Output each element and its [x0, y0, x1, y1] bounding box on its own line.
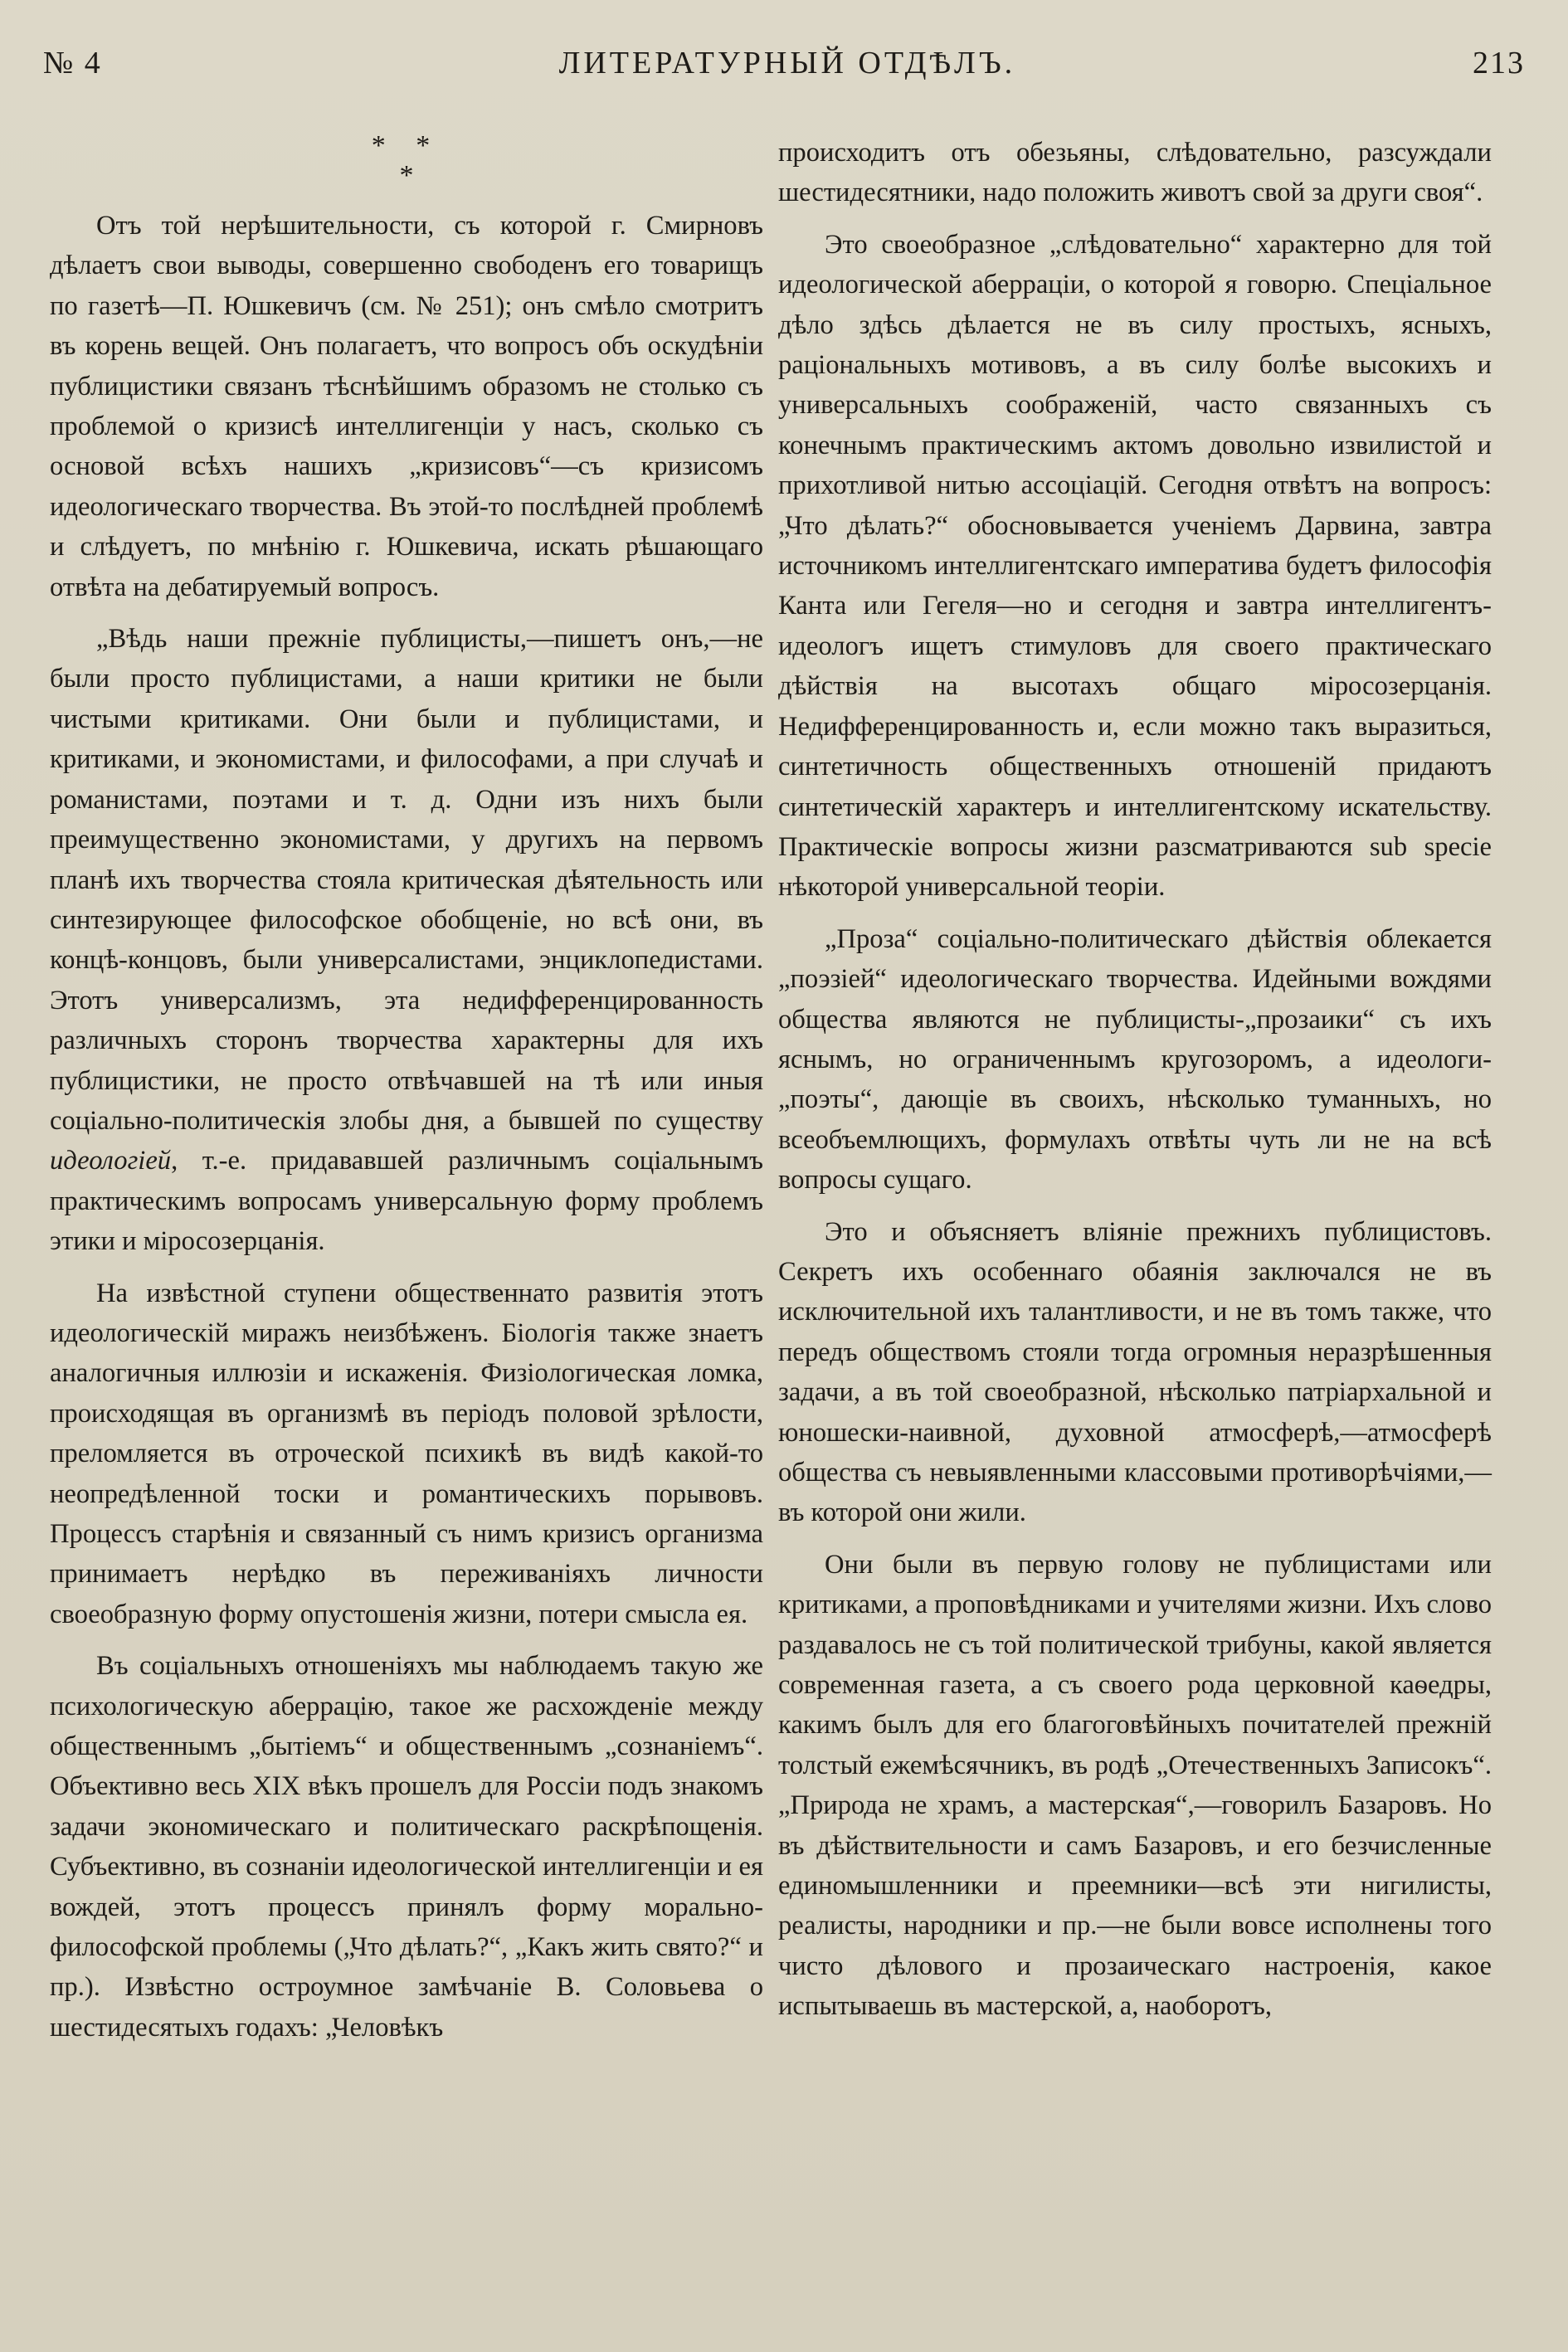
paragraph-text: „Вѣдь наши прежніе публицисты,—пишетъ онъ,—не были просто публицистами, а наши критики не были чистыми критиками. Они были и публицистами, и критиками, и экономистами, и философами, а при случаѣ и романистами, поэтами и т. д. Одни изъ нихъ были преимущественно экономистами, у другихъ на первомъ планѣ ихъ творчества стояла критическая дѣятельность или синтезирующее философское обобщеніе, но всѣ они, въ концѣ-концовъ, были универсалистами, энциклопедистами. Этотъ универсализмъ, эта недифференцированность различныхъ сторонъ творчества характерны для ихъ публицистики, не просто отвѣчавшей на тѣ или иныя соціально-политическія злобы дня, а бывшей по существу	[50, 624, 763, 1136]
running-header	[43, 38, 1525, 88]
asterism-bottom: *	[399, 160, 414, 191]
page-number: 213	[1473, 46, 1525, 80]
section-asterism	[50, 131, 763, 191]
paragraph-continued: происходитъ отъ обезьяны, слѣдовательно, разсуждали шестидесятники, надо положить животъ свой за други своя“.	[778, 138, 1492, 208]
paragraph: На извѣстной ступени общественнато развитія этотъ идеологическій миражъ неизбѣженъ. Біологія также знаетъ аналогичныя иллюзіи и искаженія. Физіологическая ломка, происходящая въ организмѣ въ періодъ половой зрѣлости, преломляется въ отроческой психикѣ въ видѣ какой-то неопредѣленной тоски и романтическихъ порывовъ. Процессъ старѣнія и связанный съ нимъ кризисъ организма принимаетъ нерѣдко въ переживаніяхъ личности своеобразную форму опустошенія жизни, потери смысла ея.	[50, 1278, 763, 1629]
issue-number: № 4	[43, 46, 102, 80]
paragraph: Отъ той нерѣшительности, съ которой г. Смирновъ дѣлаетъ свои выводы, совершенно свободенъ его товарищъ по газетѣ—П. Юшкевичъ (см. № 251); онъ смѣло смотритъ въ корень вещей. Онъ полагаетъ, что вопросъ объ оскудѣніи публицистики связанъ тѣснѣйшимъ образомъ не столько съ проблемой о кризисѣ интеллигенціи у насъ, сколько съ основой всѣхъ нашихъ „кризисовъ“—съ кризисомъ идеологическаго творчества. Въ этой-то послѣдней проблемѣ и слѣдуетъ, по мнѣнію г. Юшкевича, искать рѣшающаго отвѣта на дебатируемый вопросъ.	[50, 211, 763, 602]
emphasized-term: идеологіей	[50, 1146, 172, 1176]
paragraph: Въ соціальныхъ отношеніяхъ мы наблюдаемъ такую же психологическую аберрацію, такое же расхожденіе между общественнымъ „бытіемъ“ и общественнымъ „сознаніемъ“. Объективно весь XIX вѣкъ прошелъ для Россіи подъ знакомъ задачи экономическаго и политическаго раскрѣпощенія. Субъективно, въ сознаніи идеологической интеллигенціи и ея вождей, этотъ процессъ принялъ форму морально-философской проблемы („Что дѣлать?“, „Какъ жить свято?“ и пр.). Извѣстно остроумное замѣчаніе В. Соловьева о шестидесятыхъ годахъ: „Человѣкъ	[50, 1651, 763, 2043]
paragraph: Это своеобразное „слѣдовательно“ характерно для той идеологической аберраціи, о которой я говорю. Спеціальное дѣло здѣсь дѣлается не въ силу простыхъ, ясныхъ, раціональныхъ мотивовъ, а въ силу болѣе высокихъ и универсальныхъ соображеній, часто связанныхъ съ конечнымъ практическимъ актомъ довольно извилистой и прихотливой нитью ассоціацій. Сегодня отвѣтъ на вопросъ: „Что дѣлать?“ обосновывается ученіемъ Дарвина, завтра источникомъ интеллигентскаго императива будетъ философія Канта или Гегеля—но и сегодня и завтра интеллигентъ-идеологъ ищетъ стимуловъ для своего практическаго дѣйствія на высотахъ общаго міросозерцанія. Недифференцированность и, если можно такъ выразиться, синтетичность общественныхъ отношеній придаютъ синтетическій характеръ и интеллигентскому искательству. Практическіе вопросы жизни разсматриваются sub specie нѣкоторой универсальной теоріи.	[778, 229, 1492, 903]
section-title: ЛИТЕРАТУРНЫЙ ОТДѢЛЪ.	[558, 46, 1016, 80]
right-column	[778, 133, 1492, 2027]
paragraph: Они были въ первую голову не публицистами или критиками, а проповѣдниками и учителями жизни. Ихъ слово раздавалось не съ той политической трибуны, какой является современная газета, а съ своего рода церковной каѳедры, какимъ былъ для его благоговѣйныхъ почитателей прежній толстый ежемѣсячникъ, въ родѣ „Отечественныхъ Записокъ“. „Природа не храмъ, а мастерская“,—говорилъ Базаровъ. Но въ дѣйствительности и самъ Базаровъ, и его безчисленные единомышленники и преемники—всѣ эти нигилисты, реалисты, народники и пр.—не были вовсе исполнены того чисто дѣлового и прозаическаго настроенія, какое испытываешь въ мастерской, а, наоборотъ,	[778, 1549, 1493, 2022]
asterism-top: * *	[371, 130, 442, 161]
left-column	[50, 124, 763, 2048]
paragraph-text: , т.-е. придававшей различнымъ соціальнымъ практическимъ вопросамъ универсальную форму проблемъ этики и міросозерцанія.	[50, 1146, 763, 1257]
paragraph: „Проза“ соціально-политическаго дѣйствія облекается „поэзіей“ идеологическаго творчества. Идейными вождями общества являются не публицисты-„прозаики“ съ ихъ яснымъ, но ограниченнымъ кругозоромъ, а идеологи-„поэты“, дающіе въ своихъ, нѣсколько туманныхъ, но всеобъемлющихъ, формулахъ отвѣты чуть ли не на всѣ вопросы сущаго.	[778, 923, 1492, 1195]
paragraph-with-emphasis	[50, 619, 763, 1262]
paragraph: Это и объясняетъ вліяніе прежнихъ публицистовъ. Секретъ ихъ особеннаго обаянія заключался не въ исключительной ихъ талантливости, и не въ томъ также, что передъ обществомъ стояли тогда огромныя неразрѣшенныя задачи, а въ той своеобразной, нѣсколько патріархальной и юношески-наивной, духовной атмосферѣ,—атмосферѣ общества съ невыявленными классовыми противорѣчіями,—въ которой они жили.	[778, 1216, 1492, 1528]
